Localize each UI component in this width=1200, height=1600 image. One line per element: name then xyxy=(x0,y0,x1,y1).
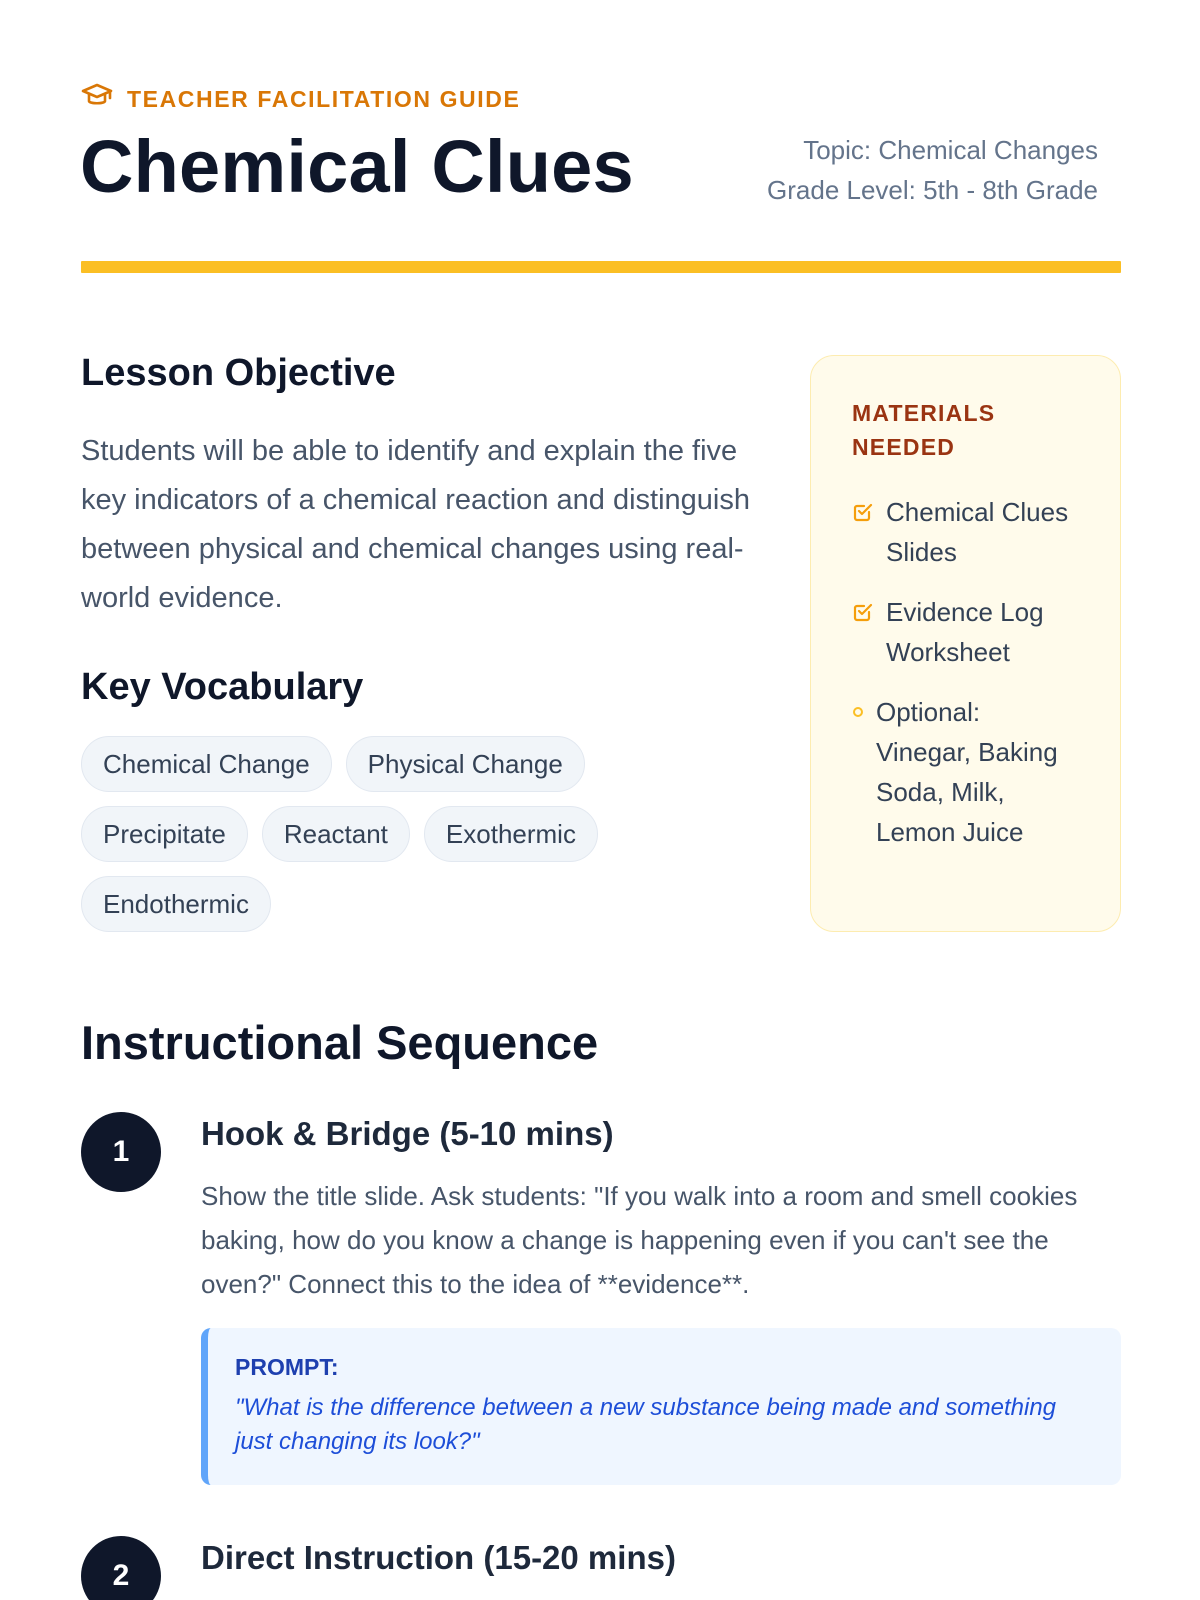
checkbox-icon xyxy=(852,492,874,532)
vocabulary-list xyxy=(81,736,731,932)
material-item xyxy=(852,592,1082,672)
step-number-badge: 2 xyxy=(81,1536,161,1600)
page-title: Chemical Clues xyxy=(80,125,634,208)
materials-heading: MATERIALS NEEDED xyxy=(852,400,996,460)
vocab-chip: Precipitate xyxy=(81,806,248,862)
step-title: Hook & Bridge (5-10 mins) xyxy=(201,1115,614,1152)
vocabulary-heading: Key Vocabulary xyxy=(81,666,364,708)
step-number-badge: 1 xyxy=(81,1112,161,1192)
objective-heading: Lesson Objective xyxy=(81,352,396,394)
material-item xyxy=(852,692,1082,852)
checkbox-icon xyxy=(852,592,874,632)
guide-eyebrow xyxy=(81,82,520,116)
graduation-cap-icon xyxy=(81,82,113,116)
prompt-text: "What is the difference between a new substance being made and something just changing its look?" xyxy=(235,1394,1057,1455)
material-item xyxy=(852,492,1082,572)
grade-level-label: Grade Level: 5th - 8th Grade xyxy=(767,175,1098,205)
lesson-meta xyxy=(767,130,1098,210)
materials-card xyxy=(810,355,1121,932)
step-description: Show the title slide. Ask students: "If you walk into a room and smell cookies baking, how do you know a change is happening even if you can't see the oven?" Connect this to the idea of **evidence**. xyxy=(201,1181,1078,1299)
objective-text: Students will be able to identify and explain the five key indicators of a chemical reaction and distinguish between physical and chemical changes using real-world evidence. xyxy=(81,435,750,614)
prompt-label: PROMPT: xyxy=(235,1354,339,1380)
prompt-callout xyxy=(201,1328,1121,1485)
step-body xyxy=(201,1112,1121,1485)
sequence-heading: Instructional Sequence xyxy=(81,1016,599,1069)
step-title: Direct Instruction (15-20 mins) xyxy=(201,1539,676,1576)
vocab-chip: Reactant xyxy=(262,806,410,862)
vocab-chip: Exothermic xyxy=(424,806,598,862)
topic-label: Topic: Chemical Changes xyxy=(803,135,1098,165)
vocab-chip: Endothermic xyxy=(81,876,271,932)
material-label: Optional: Vinegar, Baking Soda, Milk, Lemon Juice xyxy=(876,697,1058,847)
vocab-chip: Physical Change xyxy=(346,736,585,792)
material-label: Evidence Log Worksheet xyxy=(886,597,1044,667)
step-body xyxy=(201,1536,1121,1580)
circle-bullet-icon xyxy=(852,692,864,732)
vocab-chip: Chemical Change xyxy=(81,736,332,792)
eyebrow-label: TEACHER FACILITATION GUIDE xyxy=(127,85,521,112)
material-label: Chemical Clues Slides xyxy=(886,497,1069,567)
header-divider xyxy=(81,261,1121,273)
